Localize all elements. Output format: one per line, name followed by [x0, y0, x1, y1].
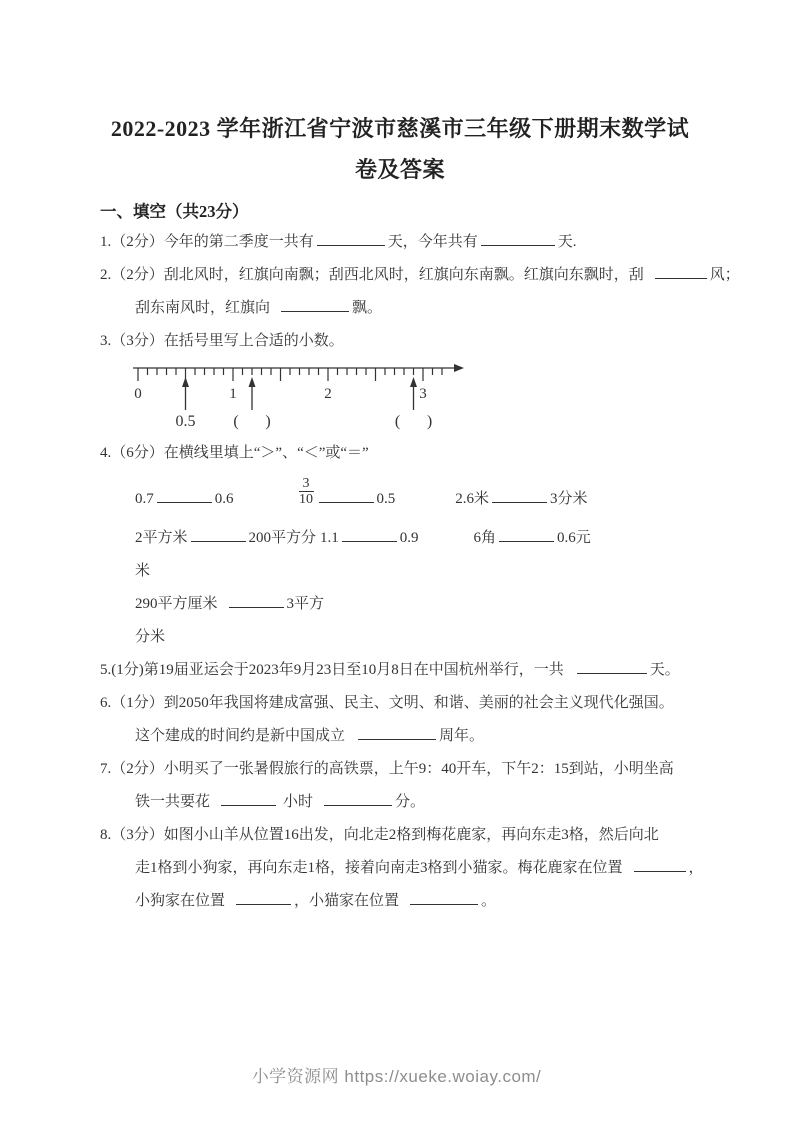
text-segment: 走1格到小狗家，再向东走1格，接着向南走3格到小猫家。梅花鹿家在位置 — [135, 860, 623, 876]
blank-line — [319, 488, 374, 503]
question-8-line-1 — [100, 819, 700, 852]
question-4-wrap-mi — [100, 555, 700, 588]
blank-line — [634, 857, 686, 872]
blank-line — [499, 527, 554, 542]
footer-text: 小学资源网 https://xueke.woiay.com/ — [251, 1067, 542, 1086]
text-segment: 0.9 — [399, 530, 419, 546]
text-segment: 小狗家在位置 — [135, 893, 226, 909]
question-4-row-3 — [100, 588, 700, 621]
text-segment: 小时 — [283, 794, 314, 810]
pointer-arrowhead — [410, 377, 417, 387]
text-segment: 3.（3分）在括号里写上合适的小数。 — [100, 333, 344, 349]
question-7-line-2 — [100, 786, 700, 819]
gap — [270, 311, 278, 312]
fraction — [299, 476, 314, 507]
gap — [234, 502, 297, 503]
text-segment: 0.7 — [135, 491, 154, 507]
blank-line — [492, 488, 547, 503]
gap — [225, 904, 233, 905]
text-segment: 0.5 — [376, 491, 396, 507]
pointer-label: ) — [426, 413, 433, 430]
text-segment: 这个建成的时间约是新中国成立 — [135, 728, 346, 744]
text-segment: 风； — [709, 267, 740, 283]
question-5 — [100, 654, 700, 687]
blank-line — [481, 231, 555, 246]
section-heading: 一、填空（共23分） — [100, 202, 249, 221]
numberline-svg — [128, 362, 473, 430]
text-segment: 分。 — [395, 794, 426, 810]
pointer-label: 0.5 — [175, 413, 196, 430]
question-6-line-1 — [100, 687, 700, 720]
text-segment: 周年。 — [439, 728, 485, 744]
text-segment: 3分米 — [550, 491, 588, 507]
text-segment: ，小猫家在位置 — [294, 893, 400, 909]
question-8-line-2 — [100, 852, 704, 885]
text-segment: 铁一共要花 — [135, 794, 211, 810]
blank-line — [236, 890, 291, 905]
pointer-arrowhead — [182, 377, 189, 387]
blank-line — [342, 527, 397, 542]
text-segment: 200平方分 — [248, 530, 317, 546]
blank-line — [157, 488, 212, 503]
question-4-wrap-fenmi — [100, 621, 700, 654]
pointer-label: ( — [394, 413, 401, 430]
question-7-line-1 — [100, 753, 700, 786]
blank-line — [191, 527, 246, 542]
text-segment: 6.（1分）到2050年我国将建成富强、民主、文明、和谐、美丽的社会主义现代化强国。 — [100, 695, 674, 711]
text-segment: 2平方米 — [135, 530, 188, 546]
question-6-line-2 — [100, 720, 700, 753]
gap — [313, 805, 321, 806]
text-segment: 天，今年共有 — [387, 234, 478, 250]
text-segment: 刮东南风时，红旗向 — [135, 300, 271, 316]
gap — [395, 502, 455, 503]
question-8-line-3 — [100, 885, 700, 918]
text-segment: 6角 — [473, 530, 497, 546]
title-line-1: 2022-2023 学年浙江省宁波市慈溪市三年级下册期末数学试 — [110, 116, 690, 141]
gap — [564, 673, 574, 674]
text-segment: 天. — [557, 234, 577, 250]
text-segment: 1.1 — [320, 530, 339, 546]
axis-label: 3 — [419, 386, 427, 402]
text-segment: 0.6元 — [557, 530, 591, 546]
question-2-line-2 — [100, 292, 700, 325]
blank-line — [324, 791, 392, 806]
blank-line — [221, 791, 276, 806]
blank-line — [317, 231, 385, 246]
pointer-arrowhead — [249, 377, 256, 387]
blank-line — [577, 659, 647, 674]
fraction-denominator: 10 — [299, 492, 313, 507]
fraction-numerator: 3 — [299, 476, 314, 492]
blank-line — [358, 725, 436, 740]
text-segment: 8.（3分）如图小山羊从位置16出发，向北走2格到梅花鹿家，再向东走3格，然后向北 — [100, 827, 659, 843]
text-segment: 7.（2分）小明买了一张暑假旅行的高铁票，上午9：40开车，下午2：15到站，小明坐高 — [100, 761, 674, 777]
blank-line — [229, 593, 284, 608]
blank-line — [410, 890, 478, 905]
text-segment: 1.（2分）今年的第二季度一共有 — [100, 234, 314, 250]
blank-line — [655, 264, 707, 279]
text-segment: 分米 — [135, 629, 166, 645]
question-1 — [100, 226, 700, 259]
gap — [210, 805, 218, 806]
axis-label: 0 — [134, 386, 142, 402]
pointer-label: ) — [265, 413, 271, 430]
text-segment: 2.（2分）刮北风时，红旗向南飘；刮西北风时，红旗向东南飘。红旗向东飘时，刮 — [100, 267, 644, 283]
gap — [218, 607, 226, 608]
question-2-line-1 — [100, 259, 740, 292]
pointer-label: ( — [233, 413, 239, 430]
numberline-figure — [128, 362, 700, 435]
axis-arrowhead — [454, 364, 464, 372]
question-lines — [100, 226, 740, 918]
blank-line — [281, 297, 349, 312]
gap — [644, 278, 652, 279]
text-segment: 米 — [135, 563, 151, 579]
text-segment: 天。 — [649, 662, 680, 678]
text-segment: 。 — [481, 893, 497, 909]
page-title — [100, 108, 700, 190]
gap — [345, 739, 355, 740]
question-4-row-2 — [100, 522, 700, 555]
gap — [399, 904, 407, 905]
question-4-row-1 — [100, 476, 700, 516]
text-segment: 3平方 — [286, 596, 325, 612]
text-segment: 飘。 — [352, 300, 383, 316]
exam-content — [100, 108, 740, 918]
gap — [623, 871, 631, 872]
text-segment: 2.6米 — [455, 491, 490, 507]
title-line-2: 卷及答案 — [354, 157, 445, 182]
text-segment: 4.（6分）在横线里填上“＞”、“＜”或“＝” — [100, 445, 369, 461]
question-3 — [100, 325, 700, 358]
gap — [419, 541, 474, 542]
axis-label: 2 — [324, 386, 332, 402]
text-segment: 5.(1分)第19届亚运会于2023年9月23日至10月8日在中国杭州举行，一共 — [100, 662, 564, 678]
text-segment: 290平方厘米 — [135, 596, 218, 612]
page-footer — [0, 1062, 793, 1087]
axis-label: 1 — [229, 386, 237, 402]
text-segment: 0.6 — [214, 491, 234, 507]
text-segment: ， — [688, 860, 704, 876]
question-4 — [100, 437, 700, 470]
